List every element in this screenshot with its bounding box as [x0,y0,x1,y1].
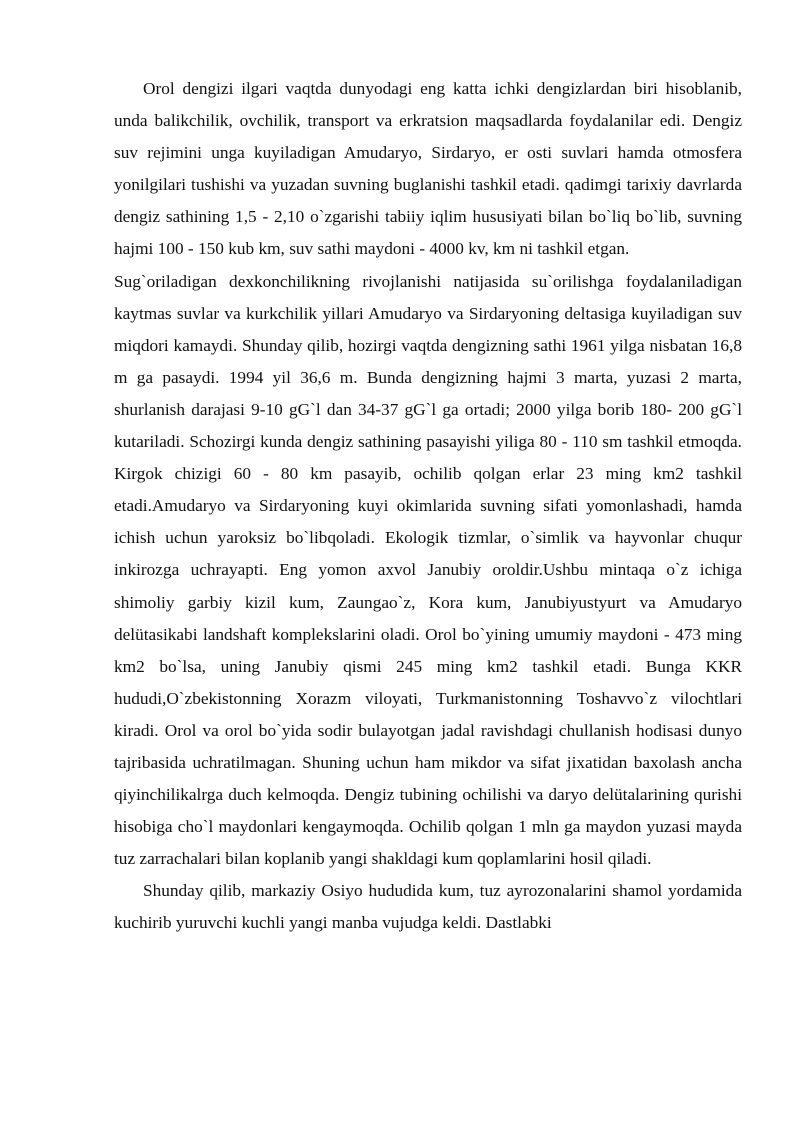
paragraph-aral-sea-decline: Sug`oriladigan dexkonchilikning rivojlanishi natijasida su`orilishga foydalaniladigan kaytmas suvlar va kurkchilik yillari Amudaryo va Sirdaryoning deltasiga kuyiladigan suv miqdori kamaydi. Shunday qilib, hozirgi vaqtda dengizning sathi 1961 yilga nisbatan 16,8 m ga pasaydi. 1994 yil 36,6 m. Bunda dengizning hajmi 3 marta, yuzasi 2 marta, shurlanish darajasi 9-10 gG`l dan 34-37 gG`l ga ortadi; 2000 yilga borib 180- 200 gG`l kutariladi. Schozirgi kunda dengiz sathining pasayishi yiliga 80 - 110 sm tashkil etmoqda. Kirgok chizigi 60 - 80 km pasayib, ochilib qolgan erlar 23 ming km2 tashkil etadi.Amudaryo va Sirdaryoning kuyi okimlarida suvning sifati yomonlashadi, hamda ichish uchun yaroksiz bo`libqoladi. Ekologik tizmlar, o`simlik va hayvonlar chuqur inkirozga uchrayapti. Eng yomon axvol Janubiy oroldir.Ushbu mintaqa o`z ichiga shimoliy garbiy kizil kum, Zaungao`z, Kora kum, Janubiyustyurt va Amudaryo delütasikabi landshaft komplekslarini oladi. Orol bo`yining umumiy maydoni - 473 ming km2 bo`lsa, uning Janubiy qismi 245 ming km2 tashkil etadi. Bunga KKR hududi,O`zbekistonning Xorazm viloyati, Turkmanistonning Toshavvo`z vilochtlari kiradi. Orol va orol bo`yida sodir bulayotgan jadal ravishdagi chullanish hodisasi dunyo tajribasida uchratilmagan. Shuning uchun ham mikdor va sifat jixatidan baxolash ancha qiyinchilikalrga duch kelmoqda. Dengiz tubining ochilishi va daryo delütalarining qurishi hisobiga cho`l maydonlari kengaymoqda. Ochilib qolgan 1 mln ga maydon yuzasi mayda tuz zarrachalari bilan koplanib yangi shakldagi kum qoplamlarini hosil qiladi. [114,271,742,869]
paragraph-new-dust-source: Shunday qilib, markaziy Osiyo hududida kum, tuz ayrozonalarini shamol yordamida kuchirib yuruvchi kuchli yangi manba vujudga keldi. Dastlabki [114,881,742,933]
document-body [114,73,742,940]
paragraph-aral-sea-history: Orol dengizi ilgari vaqtda dunyodagi eng katta ichki dengizlardan biri hisoblanib, unda balikchilik, ovchilik, transport va erkratsion maqsadlarda foydalanilar edi. Dengiz suv rejimini unga kuyiladigan Amudaryo, Sirdaryo, er osti suvlari hamda otmosfera yonilgilari tushishi va yuzadan suvning buglanishi tashkil etadi. qadimgi tarixiy davrlarda dengiz sathining 1,5 - 2,10 o`zgarishi tabiiy iqlim hususiyati bilan bo`liq bo`lib, suvning hajmi 100 - 150 kub km, suv sathi maydoni - 4000 kv, km ni tashkil etgan. [114,79,742,259]
